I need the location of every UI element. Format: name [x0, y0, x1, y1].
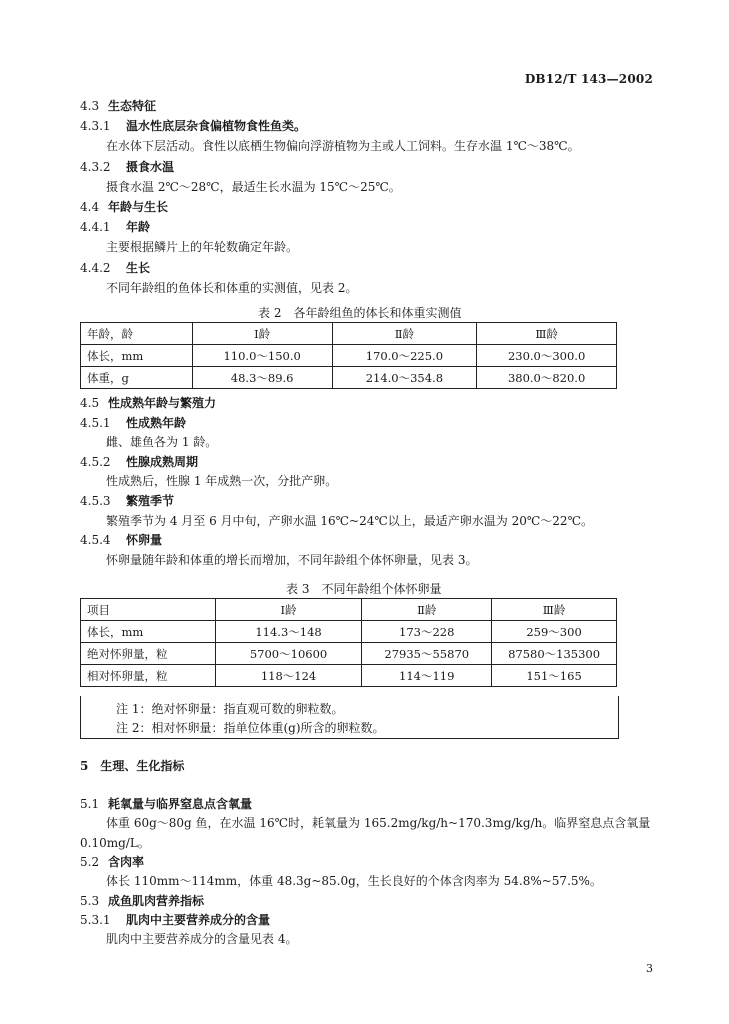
clause-number: 4.3.1	[80, 119, 111, 134]
table-cell: 214.0～354.8	[332, 367, 477, 389]
table-cell: 5700～10600	[215, 643, 362, 665]
clause-title: 性腺成熟周期	[126, 454, 199, 469]
clause-text: 0.10mg/L。	[80, 835, 150, 850]
table-3-note-1: 注 1：绝对怀卵量：指直观可数的卵粒数。	[116, 702, 344, 716]
table-cell: 110.0～150.0	[192, 345, 332, 367]
text-line	[80, 854, 144, 870]
clause-text: 主要根据鳞片上的年轮数确定年龄。	[106, 240, 299, 255]
text-line	[80, 260, 150, 276]
page-number: 3	[646, 962, 653, 975]
clause-title: 摄食水温	[126, 159, 175, 174]
clause-title: 年龄与生长	[108, 200, 169, 214]
clause-number: 4.4.1	[80, 220, 111, 235]
clause-text: 体重 60g～80g 鱼，在水温 16℃时，耗氧量为 165.2mg/kg/h~170.3mg/kg/h。临界窒息点含氧量	[106, 816, 651, 831]
text-line	[106, 513, 593, 529]
text-line	[80, 835, 150, 851]
text-line	[106, 280, 357, 296]
text-line	[106, 473, 337, 489]
table-2-caption: 表 2 各年龄组鱼的体长和体重实测值	[258, 306, 462, 320]
table-cell: 48.3～89.6	[192, 367, 332, 389]
text-line	[80, 415, 186, 431]
table-row	[81, 643, 617, 665]
text-line	[106, 239, 298, 255]
table-cell: 380.0～820.0	[477, 367, 617, 389]
clause-title: 繁殖季节	[126, 494, 175, 508]
table-cell: 114～119	[362, 665, 492, 687]
text-line	[106, 873, 602, 889]
text-line	[80, 395, 216, 411]
table-cell: 体长，mm	[81, 621, 216, 643]
table-header-cell: Ⅰ龄	[192, 323, 332, 345]
clause-text: 怀卵量随年龄和体重的增长而增加，不同年龄组个体怀卵量，见表 3。	[106, 552, 478, 567]
table-header-row	[81, 599, 617, 621]
text-line	[106, 138, 580, 154]
clause-number: 5.3	[80, 893, 100, 908]
text-line	[80, 532, 162, 548]
clause-title: 生态特征	[108, 99, 157, 113]
table-header-cell: Ⅱ龄	[332, 323, 477, 345]
table-header-cell: Ⅱ龄	[362, 599, 492, 621]
table-row	[81, 665, 617, 687]
table-3	[80, 598, 617, 687]
clause-title: 耗氧量与临界窒息点含氧量	[108, 797, 253, 811]
table-row	[81, 345, 617, 367]
table-row	[81, 367, 617, 389]
text-line	[106, 179, 401, 195]
text-line	[106, 931, 297, 947]
clause-number: 4.3.2	[80, 159, 111, 174]
clause-text: 体长 110mm～114mm，体重 48.3g~85.0g，生长良好的个体含肉率为 54.8%~57.5%。	[106, 874, 602, 889]
table-cell: 87580～135300	[492, 643, 617, 665]
clause-number: 5.1	[80, 797, 100, 811]
clause-text: 在水体下层活动。食性以底栖生物偏向浮游植物为主或人工饲料。生存水温 1℃～38℃。	[106, 139, 580, 154]
clause-number: 4.4.2	[80, 260, 111, 275]
text-line	[80, 893, 204, 909]
text-line	[80, 219, 150, 235]
clause-title: 生长	[126, 260, 151, 275]
table-cell: 259～300	[492, 621, 617, 643]
clause-text: 性成熟后，性腺 1 年成熟一次，分批产卵。	[106, 474, 338, 489]
clause-text: 摄食水温 2℃～28℃，最适生长水温为 15℃～25℃。	[106, 179, 401, 194]
clause-number: 4.5.4	[80, 533, 111, 548]
table-cell: 173～228	[362, 621, 492, 643]
clause-text: 繁殖季节为 4 月至 6 月中旬，产卵水温 16℃~24℃以上，最适产卵水温为 20℃～22℃。	[106, 513, 593, 528]
text-line	[106, 552, 477, 568]
clause-text: 肌肉中主要营养成分的含量见表 4。	[106, 932, 298, 947]
table-header-row	[81, 323, 617, 345]
clause-number: 4.3	[80, 99, 100, 113]
table-cell: 230.0～300.0	[477, 345, 617, 367]
table-cell: 体重，g	[81, 367, 193, 389]
section-5-title: 生理、生化指标	[100, 759, 185, 773]
table-cell: 相对怀卵量，粒	[81, 665, 216, 687]
text-line	[106, 815, 650, 831]
text-line	[80, 199, 168, 215]
text-line	[80, 118, 306, 134]
table-header-cell: 年龄，龄	[81, 323, 193, 345]
table-cell: 绝对怀卵量，粒	[81, 643, 216, 665]
table-cell: 170.0～225.0	[332, 345, 477, 367]
text-line	[80, 912, 270, 928]
table-header-cell: Ⅲ龄	[492, 599, 617, 621]
clause-number: 4.5.2	[80, 454, 111, 469]
table-3-caption: 表 3 不同年龄组个体怀卵量	[286, 582, 442, 596]
table-cell: 体长，mm	[81, 345, 193, 367]
table-header-cell: Ⅰ龄	[215, 599, 362, 621]
clause-title: 性成熟年龄	[126, 415, 187, 430]
clause-title: 性成熟年龄与繁殖力	[108, 396, 217, 410]
table-cell: 114.3～148	[215, 621, 362, 643]
clause-number: 4.4	[80, 200, 100, 214]
clause-number: 4.5.3	[80, 494, 111, 508]
text-line	[106, 434, 217, 450]
table-header-cell: Ⅲ龄	[477, 323, 617, 345]
clause-title: 年龄	[126, 220, 151, 235]
text-line	[80, 159, 174, 175]
clause-number: 5.2	[80, 854, 100, 869]
clause-title: 肌肉中主要营养成分的含量	[126, 912, 271, 927]
table-header-cell: 项目	[81, 599, 216, 621]
clause-number: 4.5.1	[80, 415, 111, 430]
table-cell: 118～124	[215, 665, 362, 687]
section-5-heading	[80, 758, 184, 774]
text-line	[80, 493, 174, 509]
clause-title: 含肉率	[108, 854, 145, 869]
clause-number: 5.3.1	[80, 912, 111, 927]
text-line	[80, 796, 252, 812]
table-2	[80, 322, 617, 389]
clause-title: 成鱼肌肉营养指标	[108, 893, 205, 908]
table-row	[81, 621, 617, 643]
table-cell: 27935～55870	[362, 643, 492, 665]
section-5-number: 5	[80, 759, 89, 773]
text-line	[80, 454, 198, 470]
clause-number: 4.5	[80, 396, 100, 410]
table-cell: 151～165	[492, 665, 617, 687]
clause-title: 温水性底层杂食偏植物食性鱼类。	[126, 119, 307, 134]
table-3-note-2: 注 2：相对怀卵量：指单位体重(g)所含的卵粒数。	[116, 721, 385, 735]
clause-text: 雌、雄鱼各为 1 龄。	[106, 435, 218, 450]
text-line	[80, 98, 156, 114]
document-code-header: DB12/T 143—2002	[524, 72, 653, 86]
clause-text: 不同年龄组的鱼体长和体重的实测值，见表 2。	[106, 280, 358, 295]
clause-title: 怀卵量	[126, 533, 163, 548]
